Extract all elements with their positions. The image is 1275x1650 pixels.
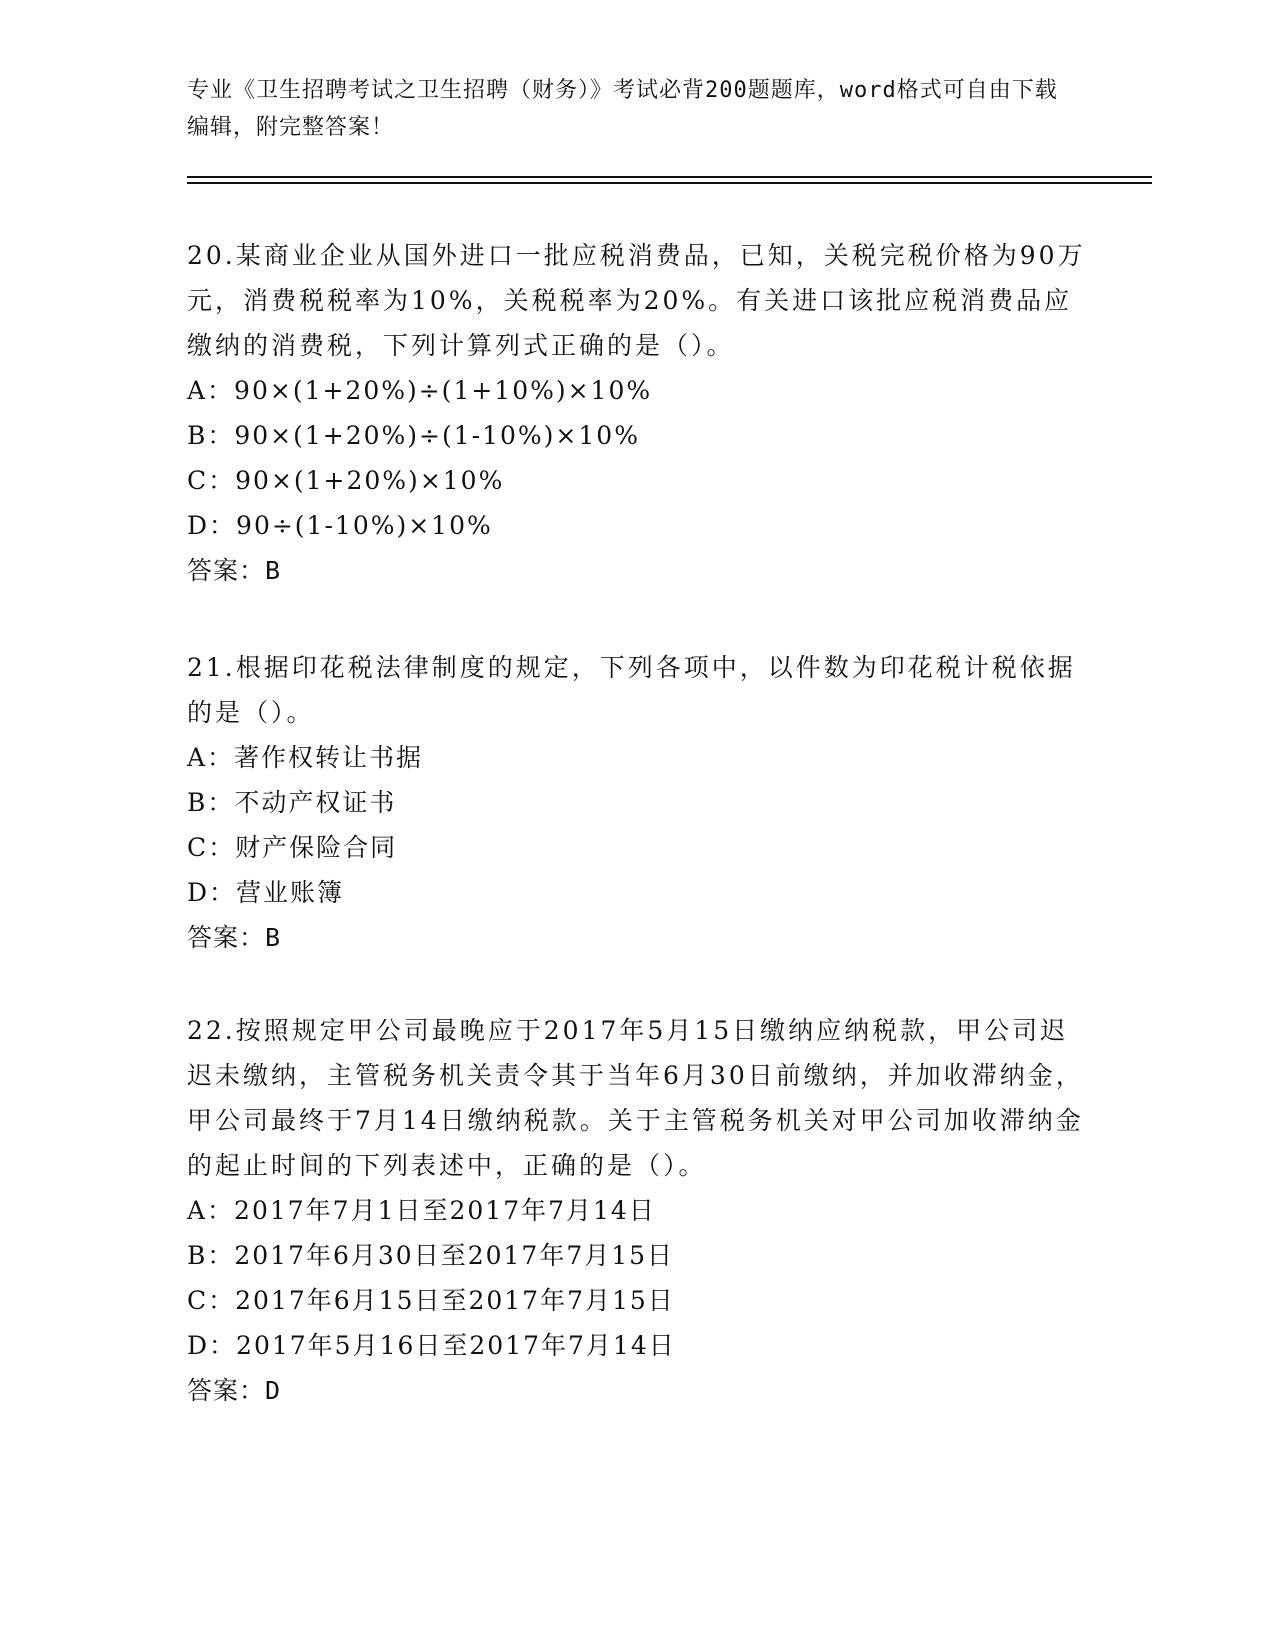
header-divider-bottom	[187, 182, 1152, 184]
option-a: A：著作权转让书据	[187, 743, 424, 772]
option-a: A：2017年7月1日至2017年7月14日	[187, 1196, 656, 1225]
option-d: D：2017年5月16日至2017年7月14日	[187, 1331, 676, 1360]
question-text: 20.某商业企业从国外进口一批应税消费品，已知，关税完税价格为90万元，消费税税率为10%，关税税率为20%。有关进口该批应税消费品应缴纳的消费税，下列计算列式正确的是（）。	[187, 241, 1086, 360]
option-c: C：财产保险合同	[187, 833, 398, 862]
question-20	[187, 233, 1087, 593]
question-text: 21.根据印花税法律制度的规定，下列各项中，以件数为印花税计税依据的是（）。	[187, 653, 1076, 727]
header-divider-top	[187, 176, 1152, 178]
option-c: C：90×(1+20%)×10%	[187, 466, 505, 495]
question-21	[187, 645, 1087, 960]
answer: 答案：B	[187, 556, 282, 585]
option-a: A：90×(1+20%)÷(1+10%)×10%	[187, 376, 653, 405]
option-c: C：2017年6月15日至2017年7月15日	[187, 1286, 675, 1315]
option-b: B：不动产权证书	[187, 788, 397, 817]
option-b: B：2017年6月30日至2017年7月15日	[187, 1241, 675, 1270]
option-d: D：90÷(1-10%)×10%	[187, 511, 493, 540]
question-22	[187, 1008, 1087, 1413]
question-text: 22.按照规定甲公司最晚应于2017年5月15日缴纳应纳税款，甲公司迟迟未缴纳，主管税务机关责令其于当年6月30日前缴纳，并加收滞纳金，甲公司最终于7月14日缴纳税款。关于主管税务机关对甲公司加收滞纳金的起止时间的下列表述中，正确的是（）。	[187, 1016, 1084, 1180]
answer: 答案：B	[187, 923, 282, 952]
option-d: D：营业账簿	[187, 878, 345, 907]
option-b: B：90×(1+20%)÷(1-10%)×10%	[187, 421, 640, 450]
answer: 答案：D	[187, 1376, 282, 1405]
document-intro: 专业《卫生招聘考试之卫生招聘（财务）》考试必背200题题库，word格式可自由下载编辑，附完整答案！	[187, 78, 1058, 140]
